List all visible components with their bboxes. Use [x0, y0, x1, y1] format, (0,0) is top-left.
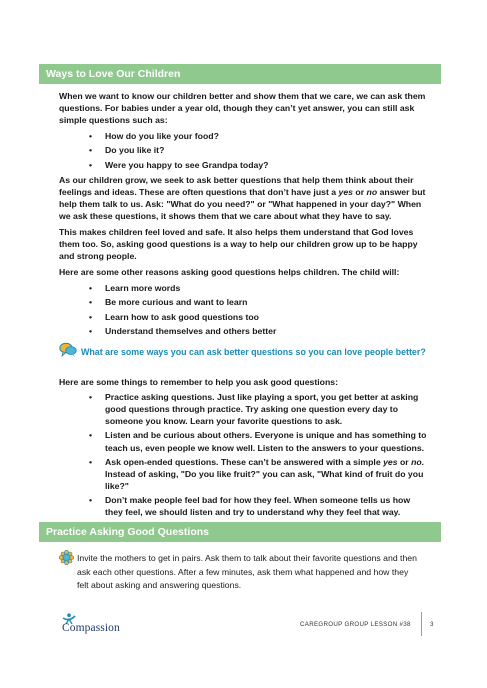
bullet-icon: •	[89, 311, 93, 322]
discussion-question	[59, 343, 439, 361]
bullet-icon: •	[89, 430, 93, 441]
lesson-label: CAREGROUP GROUP LESSON #38	[300, 621, 411, 628]
intro-paragraph: When we want to know our children better and show them that we care, we can ask them questions. For babies under a year old, though they can’t yet answer, you can still ask simple questions such as:	[59, 91, 426, 126]
footer-divider	[421, 612, 422, 636]
section-header-ways-to-love: Ways to Love Our Children	[39, 64, 441, 84]
bullet-icon: •	[89, 297, 93, 308]
question-text: What are some ways you can ask better questions so you can love people better?	[81, 347, 426, 357]
bullet-icon: •	[89, 159, 93, 170]
reasons-list	[89, 282, 427, 339]
tips-list	[89, 391, 427, 521]
list-item: • Practice asking questions. Just like playing a sport, you get better at asking good questions through practice. Try asking one question every day to someone you know. Learn your favorite questions to ask.	[89, 392, 419, 427]
bullet-icon: •	[89, 325, 93, 336]
list-item: • Be more curious and want to learn	[89, 297, 248, 308]
bullet-icon: •	[89, 392, 93, 402]
gear-flower-icon	[59, 550, 74, 570]
list-item: • Were you happy to see Grandpa today?	[89, 159, 269, 170]
speech-bubbles-icon	[59, 342, 77, 363]
logo-wordmark: Compassion	[62, 622, 120, 634]
loved-and-safe-paragraph: This makes children feel loved and safe. It also helps them understand that God loves them too. So, asking good questions is a way to help our children grow up to be happy and strong people.	[59, 227, 418, 262]
compassion-logo	[60, 612, 130, 636]
list-item: • Do you like it?	[89, 145, 165, 156]
page-number: 3	[430, 621, 434, 628]
list-item: • How do you like your food?	[89, 131, 219, 141]
baby-questions-list	[89, 130, 427, 173]
tips-intro-paragraph: Here are some things to remember to help you ask good questions:	[59, 377, 339, 387]
activity-instructions: Invite the mothers to get in pairs. Ask them to talk about their favorite questions and then ask each other questions. After a few minutes, ask them what happened and how they felt about asking and answering questions.	[77, 553, 417, 591]
section-header-practice: Practice Asking Good Questions	[39, 522, 441, 542]
growing-children-paragraph: As our children grow, we seek to ask better questions that help them think about their feelings and ideas. These are often questions that don’t have just a yes or no answer but help them talk to us. Ask: "What do you need?" or "What happened in your day?" When we ask these questions, it shows them that we care about what they have to say.	[59, 175, 426, 222]
bullet-icon: •	[89, 145, 93, 156]
list-item: • Don’t make people feel bad for how they feel. When someone tells us how they feel, we should listen and try to understand why they feel that way.	[89, 495, 411, 518]
list-item: • Ask open-ended questions. These can’t be answered with a simple yes or no. Instead of asking, "Do you like fruit?" you can ask, "What kind of fruit do you like?"	[89, 456, 425, 492]
bullet-icon: •	[89, 456, 93, 467]
bullet-icon: •	[89, 283, 93, 293]
bullet-icon: •	[89, 495, 93, 506]
reasons-intro-paragraph: Here are some other reasons asking good questions helps children. The child will:	[59, 267, 400, 277]
list-item: • Listen and be curious about others. Everyone is unique and has something to teach us, even people we know well. Listen to the answers to your questions.	[89, 430, 427, 453]
list-item: • Understand themselves and others better	[89, 325, 277, 336]
bullet-icon: •	[89, 131, 93, 141]
list-item: • Learn how to ask good questions too	[89, 311, 259, 322]
list-item: • Learn more words	[89, 283, 181, 293]
